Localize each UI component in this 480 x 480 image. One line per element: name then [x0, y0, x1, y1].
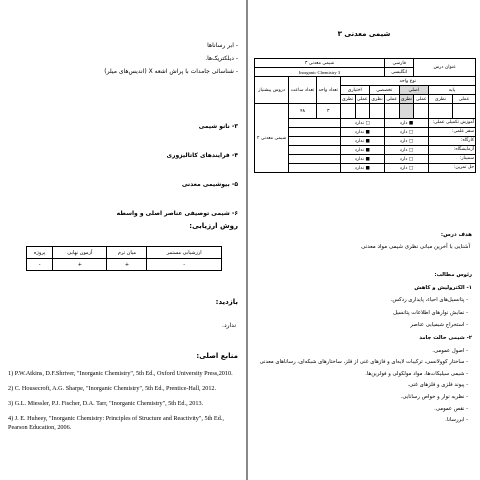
empty-cell: [289, 146, 340, 155]
unit-type-header: نوع واحد: [340, 77, 475, 86]
checkbox-icon: □: [407, 156, 414, 162]
checkbox-icon: □: [407, 165, 414, 171]
empty-cell: [289, 164, 340, 173]
checkbox-icon: ■: [363, 147, 370, 153]
units-header: تعداد واحد: [316, 77, 340, 104]
table-header: آزمون نهایی: [53, 247, 107, 259]
checkbox-icon: ■: [407, 120, 414, 126]
list-item: - ابر رسانا‌ها: [207, 42, 238, 49]
farsi-label: فارسی: [385, 59, 414, 68]
right-page: [248, 0, 480, 480]
top-item-list: [8, 42, 238, 217]
english-value: Inorganic Chemistry 3: [255, 68, 385, 77]
list-item: - نمایش نوارهای اطلاعات پتانسیل: [393, 309, 468, 316]
prereq-value: شیمی معدنی ۲: [255, 104, 289, 173]
option-cell: ■ ندارد: [340, 146, 384, 155]
checkbox-icon: ■: [363, 129, 370, 135]
category-cell: پایه: [429, 86, 476, 95]
empty-cell: [414, 104, 429, 119]
checkbox-icon: □: [407, 138, 414, 144]
list-item: - اصول عمومی.: [432, 347, 468, 354]
option-cell: □ دارد: [385, 146, 429, 155]
option-cell: ■ دارد: [385, 119, 429, 128]
empty-cell: [370, 104, 385, 119]
option-cell: □ دارد: [385, 137, 429, 146]
sub-cell: عملی: [356, 96, 368, 102]
sub-cell: نظری: [400, 96, 413, 102]
goal-text: آشنایی با آخرین مبانی نظری شیمی مواد معدنی: [361, 244, 470, 250]
row-label: آزمایشگاه:: [429, 146, 476, 155]
table-header: ارزشیابی مستمر: [147, 247, 222, 259]
list-item: - ابررسانا.: [445, 417, 468, 424]
sub-cell: نظری: [429, 95, 453, 104]
section-heading: ۶- شیمی توصیفی عناصر اصلی و واسطه: [116, 210, 238, 217]
empty-cell: [385, 104, 400, 119]
option-cell: □ دارد: [385, 128, 429, 137]
sub-cell: عملی: [415, 96, 427, 102]
row-label: سمینار:: [429, 155, 476, 164]
farsi-value: شیمی معدنی ۳: [255, 59, 385, 68]
table-cell: +: [53, 259, 107, 271]
sub-cell: عملی: [452, 95, 475, 104]
empty-cell: [340, 104, 355, 119]
row-label: کارگاه:: [429, 137, 476, 146]
list-item: - پیوند فلزی و فلزهای غنی.: [407, 382, 468, 389]
reference-item: 2) C. Housecroft, A.G. Sharpe, "Inorganic Chemistry", 5th Ed., Prentice-Hall, 2012.: [8, 384, 217, 392]
category-cell: اختیاری: [340, 86, 369, 95]
list-item: - دیلکتریک‌ها.: [205, 55, 238, 62]
topics-heading: رئوس مطالب:: [434, 272, 472, 278]
empty-cell: [355, 104, 370, 119]
empty-cell: [289, 137, 340, 146]
option-cell: □ دارد: [385, 155, 429, 164]
english-label: انگلیسی: [385, 68, 414, 77]
topic-heading: ۱- الکترولیش و کاهش: [414, 284, 472, 291]
visit-text: ندارد.: [222, 322, 236, 329]
table-header: میان ترم: [107, 247, 147, 259]
section-heading: ۴- فرایندهای کاتالیزوری: [166, 152, 238, 159]
visit-heading: بازدید:: [215, 298, 238, 306]
empty-cell: [452, 104, 475, 119]
row-label: آموزش تکمیلی عملی:: [429, 119, 476, 128]
hours-value: ۴۸: [289, 104, 317, 119]
option-cell: ■ ندارد: [340, 137, 384, 146]
list-item: - ساختار کوولانسی، ترکیبات لایه‌ای و فازهای غنی از فلز، ساختار‌های شبکه‌ای، رساناهای معدنی: [259, 359, 468, 366]
topics-list: [256, 272, 472, 429]
table-cell: -: [27, 259, 53, 271]
option-cell: ■ ندارد: [340, 164, 384, 173]
option-cell: ■ ندارد: [340, 155, 384, 164]
table-cell: -: [147, 259, 222, 271]
course-title-label: عنوان درس: [414, 59, 476, 77]
empty-cell: [429, 104, 453, 119]
prereq-header: دروس پیشنیاز: [255, 77, 289, 104]
row-label: حل تمرین:: [429, 164, 476, 173]
empty-cell: [399, 104, 414, 119]
checkbox-icon: □: [407, 147, 414, 153]
course-info-table: [254, 58, 476, 173]
sub-cell: نظری: [341, 96, 354, 102]
list-item: - شیمی سیلیکات‌ها، مواد مولکولی و فولرین‌ها.: [365, 370, 468, 377]
checkbox-icon: ■: [363, 156, 370, 162]
references-list: [8, 370, 244, 439]
reference-item: 1) P.W.Atkins, D.F.Shriver, "Inorganic Chemistry", 5th Ed., Oxford University Press,2010.: [8, 370, 233, 377]
list-item: - پتانسیل‌های احیاء، پایداری ردکس.: [390, 297, 468, 304]
list-item: - استخراج شیمیایی عناصر: [410, 322, 468, 329]
evaluation-table: [26, 246, 222, 271]
section-heading: ۳- نانو شیمی: [198, 123, 238, 130]
option-cell: □ ندارد: [340, 119, 384, 128]
evaluation-heading: روش ارزیابی:: [189, 222, 238, 230]
hours-header: تعداد ساعت: [289, 77, 317, 104]
list-item: - شناسائی جامدات با پراش اشعه X (اندیس‌های میلر): [104, 68, 238, 75]
option-cell: □ دارد: [385, 164, 429, 173]
checkbox-icon: ■: [363, 165, 370, 171]
list-item: - نظریه نوار و خواص رسانایی.: [400, 394, 468, 401]
row-label: سفر علمی:: [429, 128, 476, 137]
checkbox-icon: ■: [363, 138, 370, 144]
topic-heading: ۲- شیمی حالت جامد: [419, 335, 472, 342]
reference-item: 4) J. E. Huheey, "Inorganic Chemistry: Principles of Structure and Reactivity", 5th Ed., Pearson Education, 2006.: [8, 414, 224, 431]
option-cell: ■ ندارد: [340, 128, 384, 137]
sub-cell: عملی: [386, 96, 398, 102]
references-heading: منابع اصلی:: [196, 352, 238, 360]
list-item: - نقص عمومی.: [434, 405, 468, 412]
sub-cell: نظری: [371, 96, 383, 102]
course-title: شیمی معدنی ۳: [337, 30, 391, 38]
category-cell: تخصصی: [370, 86, 399, 95]
empty-cell: [289, 119, 340, 128]
table-header: پروژه: [27, 247, 53, 259]
goal-heading: هدف درس:: [440, 232, 472, 238]
empty-cell: [289, 155, 340, 164]
empty-cell: [289, 128, 340, 137]
checkbox-icon: □: [363, 120, 370, 126]
units-value: ۳: [316, 104, 340, 119]
checkbox-icon: □: [407, 129, 414, 135]
category-cell: اصلی: [399, 86, 429, 95]
table-cell: +: [107, 259, 147, 271]
reference-item: 3) G.L. Miessler, P.J. Fischer, D.A. Tarr, "Inorganic Chemistry", 5th Ed., 2013.: [8, 399, 204, 407]
section-heading: ۵- بیوشیمی معدنی: [181, 181, 238, 188]
